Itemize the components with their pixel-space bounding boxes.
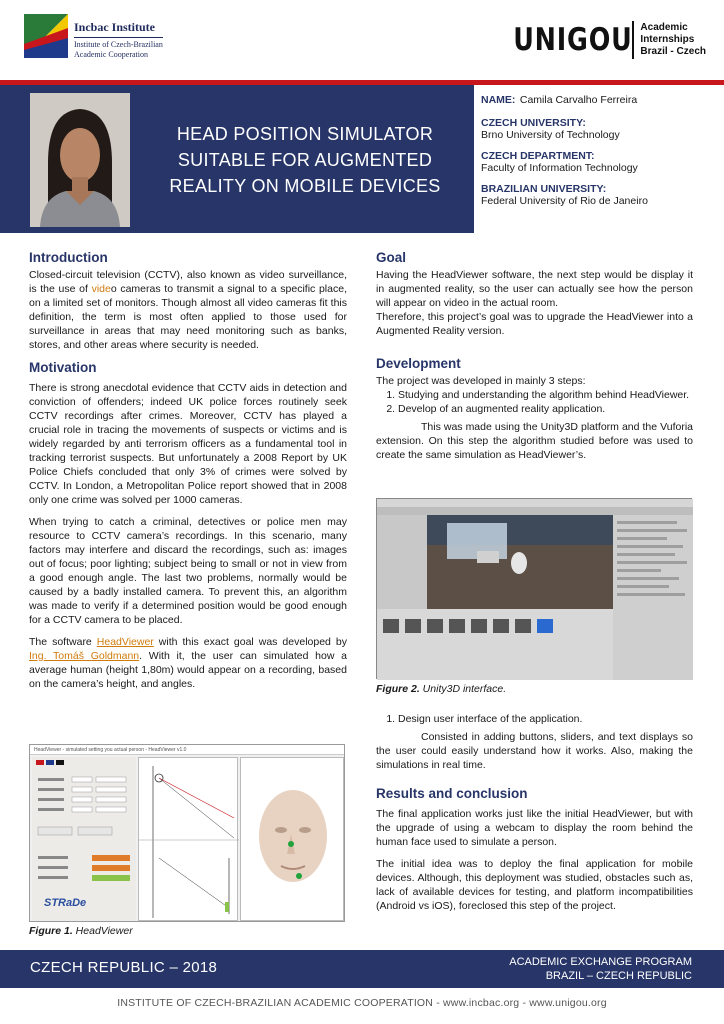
results-heading: Results and conclusion	[376, 786, 528, 801]
headviewer-link[interactable]: HeadViewer	[96, 636, 154, 648]
development-step-2: 2. Develop of an augmented reality application.	[398, 402, 693, 416]
goal-paragraph-1: Having the HeadViewer software, the next step would be display it in augmented reality, so the user can actually see how the person will appear on video in the actual room.	[376, 269, 693, 309]
figure-1-headviewer-screenshot	[29, 744, 345, 922]
headviewer-controls-panel	[32, 757, 136, 921]
development-step-1: 1. Studying and understanding the algorithm behind HeadViewer.	[398, 388, 693, 402]
introduction-heading: Introduction	[29, 250, 108, 265]
poster-title-line-3: REALITY ON MOBILE DEVICES	[169, 176, 441, 196]
unigou-tag-line-3: Brazil - Czech	[640, 46, 706, 57]
czech-department-value: Faculty of Information Technology	[481, 162, 638, 174]
motivation-text-b: with this exact goal was developed by	[153, 636, 347, 648]
development-steps-continued	[376, 712, 693, 726]
poster-title-line-2: SUITABLE FOR AUGMENTED	[177, 150, 433, 170]
incbac-flag-icon	[24, 14, 68, 58]
unigou-logo	[487, 18, 706, 62]
headviewer-camera-view	[240, 757, 344, 921]
motivation-paragraph-2: When trying to catch a criminal, detectives or police men may resource to CCTV camera’s recordings. In this scenario, many factors may interfere and discard the recordings, such as: images out of focus; poor lighting; subject being to small or not in view from a good enough angle. The last two problems, normally would be caused by a badly installed camera. To prevent this, an algorithm was made to verify if a determined position would be good enough for a CCTV camera to be placed.	[29, 516, 347, 626]
unigou-tag-line-2: Internships	[640, 34, 695, 45]
intro-text-b: o cameras to transmit a signal to a specific place, on a limited set of monitors. Though almost all video cameras fit this definition, the term is most often applied to those used for surveillance in areas that may need monitoring such as banks, stores, and other areas where security is needed.	[29, 283, 347, 351]
footer-program-line-1: ACADEMIC EXCHANGE PROGRAM	[509, 956, 692, 968]
unigou-tagline	[640, 22, 706, 58]
footer-institute-line: INSTITUTE OF CZECH-BRAZILIAN ACADEMIC COOPERATION - www.incbac.org - www.unigou.org	[117, 997, 607, 1009]
motivation-paragraph-3	[29, 635, 347, 690]
intro-text-a: Closed-circuit television (CCTV), also known as video surveillance, is the use of	[29, 269, 347, 295]
goal-paragraph-2: Therefore, this project’s goal was to upgrade the HeadViewer into a Augmented Reality version.	[376, 311, 693, 337]
figure-1-label: Figure 1.	[29, 925, 73, 937]
views-graphic	[139, 758, 239, 922]
development-heading: Development	[376, 356, 461, 371]
footer-country-year: CZECH REPUBLIC – 2018	[30, 959, 218, 976]
figure-1-text: HeadViewer	[72, 925, 133, 937]
figure-1-caption	[29, 925, 133, 937]
goal-heading: Goal	[376, 250, 407, 265]
title-band	[0, 85, 474, 233]
introduction-paragraph	[29, 268, 347, 352]
name-label: NAME:	[481, 94, 516, 106]
incbac-subtitle-1: Institute of Czech-Brazilian	[74, 40, 163, 49]
right-column	[376, 250, 693, 470]
portrait-image	[30, 93, 130, 227]
czech-department-label: CZECH DEPARTMENT:	[481, 150, 595, 162]
footer-program	[509, 955, 692, 983]
poster-title	[140, 121, 470, 199]
incbac-title: Incbac Institute	[74, 20, 163, 38]
incbac-logo	[24, 14, 164, 62]
figure-2-label: Figure 2.	[376, 683, 420, 695]
development-step-2-detail: This was made using the Unity3D platform and the Vuforia extension. On this step the algorithm studied before was used to create the same simulation as HeadViewer’s.	[376, 421, 693, 461]
results-paragraph-1: The final application works just like the initial HeadViewer, but with the upgrade of using a webcam to display the room behind the human face used to simulate a person.	[376, 808, 693, 848]
right-column-lower	[376, 712, 693, 921]
czech-university-value: Brno University of Technology	[481, 129, 620, 141]
footer-program-line-2: BRAZIL – CZECH REPUBLIC	[545, 970, 692, 982]
poster-title-line-1: HEAD POSITION SIMULATOR	[176, 124, 434, 144]
footer-band	[0, 950, 724, 988]
motivation-paragraph-1: There is strong anecdotal evidence that CCTV aids in detection and conviction of offenders; indeed UK police forces routinely seek CCTV recordings after crimes. Moreover, CCTV has played a crucial role in tracing the movements of suspects or victims and is widely regarded by anti terrorism officers as a fundamental tool in tracking terrorist suspects. But unfortunately a 2008 Report by UK Police Chiefs concluded that only 3% of crimes were solved by CCTV. In London, a Metropolitan Police report showed that in 2008 only one crime was solved per 1000 cameras.	[29, 382, 347, 506]
strade-logo: STRaDe	[44, 897, 87, 909]
motivation-text-a: The software	[29, 636, 97, 648]
incbac-subtitle-2: Academic Cooperation	[74, 50, 148, 59]
development-steps	[376, 388, 693, 416]
development-step-3: 1. Design user interface of the application.	[398, 712, 693, 726]
brazilian-university-value: Federal University of Rio de Janeiro	[481, 195, 648, 207]
left-column	[29, 250, 347, 690]
unigou-tag-line-1: Academic	[640, 22, 688, 33]
headviewer-views-panel	[138, 757, 238, 921]
motivation-heading: Motivation	[29, 360, 97, 375]
author-link[interactable]: Ing. Tomáš Goldmann	[29, 650, 140, 662]
figure-2-caption	[376, 683, 506, 695]
author-photo	[30, 93, 130, 227]
development-step-3-detail: Consisted in adding buttons, sliders, and text displays so the user could easily understand how it works. Also, making the simulations in real time.	[376, 731, 693, 771]
czech-university-label: CZECH UNIVERSITY:	[481, 117, 586, 129]
unigou-divider	[632, 21, 634, 59]
brazilian-university-label: BRAZILIAN UNIVERSITY:	[481, 183, 607, 195]
head-model-icon	[241, 758, 345, 922]
author-info-panel	[474, 85, 724, 233]
unity-editor-graphic	[377, 499, 693, 680]
poster-header	[0, 0, 724, 80]
name-value: Camila Carvalho Ferreira	[519, 94, 638, 106]
figure-2-unity-screenshot	[376, 498, 692, 679]
name-row	[481, 90, 724, 108]
results-paragraph-2: The initial idea was to deploy the final application for mobile devices. Although, this deployment was studied, obstacles such as, lack of available devices for testing, and platform incompatibilities (Android vs iOS), foreclosed this step of the project.	[376, 858, 693, 912]
headviewer-titlebar: HeadViewer - simulated setting you actual person - HeadViewer v1.0	[30, 745, 344, 755]
development-intro: The project was developed in mainly 3 steps:	[376, 375, 586, 387]
figure-2-text: Unity3D interface.	[419, 683, 507, 695]
unigou-wordmark: UNIGOU	[513, 22, 633, 58]
intro-highlight: vide	[91, 283, 111, 295]
motivation-text-c: . With it, the user can simulated how a average human (height 1,80m) would appear on a recording, based on the camera’s height, and angles.	[29, 650, 347, 690]
